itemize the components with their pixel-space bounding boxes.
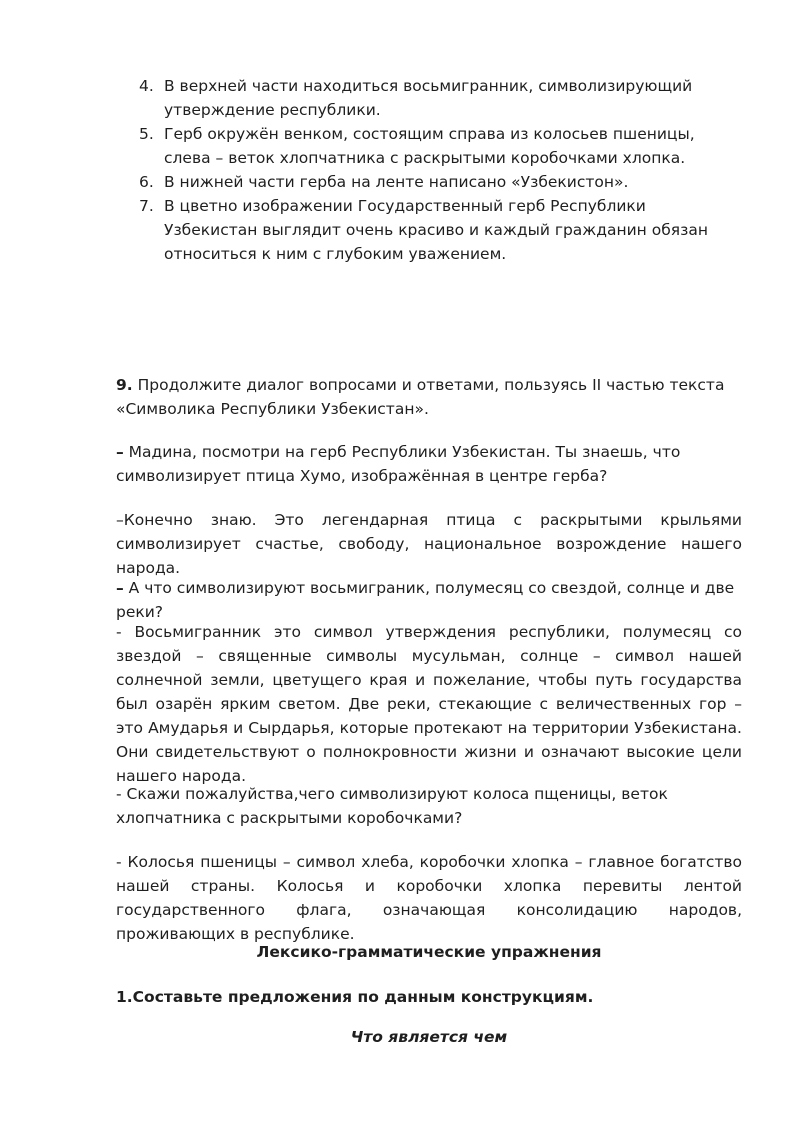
list-item-number: 6.: [139, 173, 154, 191]
list-item-text: Герб окружён венком, состоящим справа из колосьев пшеницы, слева – веток хлопчатника с раскрытыми коробочками хлопка.: [164, 125, 695, 167]
list-item-number: 7.: [139, 197, 154, 215]
section-title: Лексико-грамматические упражнения: [256, 943, 602, 961]
list-item-text: В нижней части герба на ленте написано «Узбекистон».: [164, 173, 629, 191]
dialog-question-2-text: А что символизируют восьмиграник, полумесяц со свездой, солнце и две реки?: [116, 579, 735, 621]
task-9-text: Продолжите диалог вопросами и ответами, пользуясь II частью текста «Символика Республики Узбекистан».: [116, 376, 725, 418]
task-9-number: 9.: [116, 376, 133, 394]
list-item: [139, 194, 739, 266]
dialog-question-3: - Скажи пожалуйства,чего символизируют колоса пщеницы, веток хлопчатника с раскрытыми коробочками?: [116, 785, 668, 827]
dialog-dash: –: [116, 443, 124, 461]
dialog-dash: –: [116, 579, 124, 597]
list-item-number: 5.: [139, 125, 154, 143]
dialog-answer-3: - Колосья пшеницы – символ хлеба, коробочки хлопка – главное богатство нашей страны. Колосья и коробочки хлопка перевиты лентой государственного флага, означающая консолидацию народов, проживающих в республике.: [116, 853, 742, 943]
dialog-answer-1: –Конечно знаю. Это легендарная птица с раскрытыми крыльями символизирует счастье, свободу, национальное возрождение нашего народа.: [116, 511, 742, 577]
list-item: [139, 122, 739, 170]
exercise-1-instruction: 1.Составьте предложения по данным конструкциям.: [116, 988, 594, 1006]
task-9-instruction: [116, 373, 742, 421]
numbered-list: [139, 74, 739, 266]
list-item-text: В верхней части находиться восьмигранник, символизирующий утверждение республики.: [164, 77, 693, 119]
list-item: [139, 74, 739, 122]
dialog-question-1-text: Мадина, посмотри на герб Республики Узбекистан. Ты знаешь, что символизирует птица Хумо, изображённая в центре герба?: [116, 443, 681, 485]
list-item: [139, 170, 739, 194]
construction-pattern: Что является чем: [350, 1028, 508, 1046]
dialog-question-2: [116, 576, 742, 624]
list-item-text: В цветно изображении Государственный герб Республики Узбекистан выглядит очень красиво и каждый гражданин обязан относиться к ним с глубоким уважением.: [164, 197, 708, 263]
dialog-question-1: [116, 440, 742, 488]
dialog-answer-2: - Восьмигранник это символ утверждения республики, полумесяц со звездой – священные символы мусульман, солнце – символ нашей солнечной земли, цветущего края и пожелание, чтобы путь государства был озарён ярким светом. Две реки, стекающие с величественных гор – это Амударья и Сырдарья, которые протекают на территории Узбекистана. Они свидетельствуют о полнокровности жизни и означают высокие цели нашего народа.: [116, 623, 742, 785]
list-item-number: 4.: [139, 77, 154, 95]
